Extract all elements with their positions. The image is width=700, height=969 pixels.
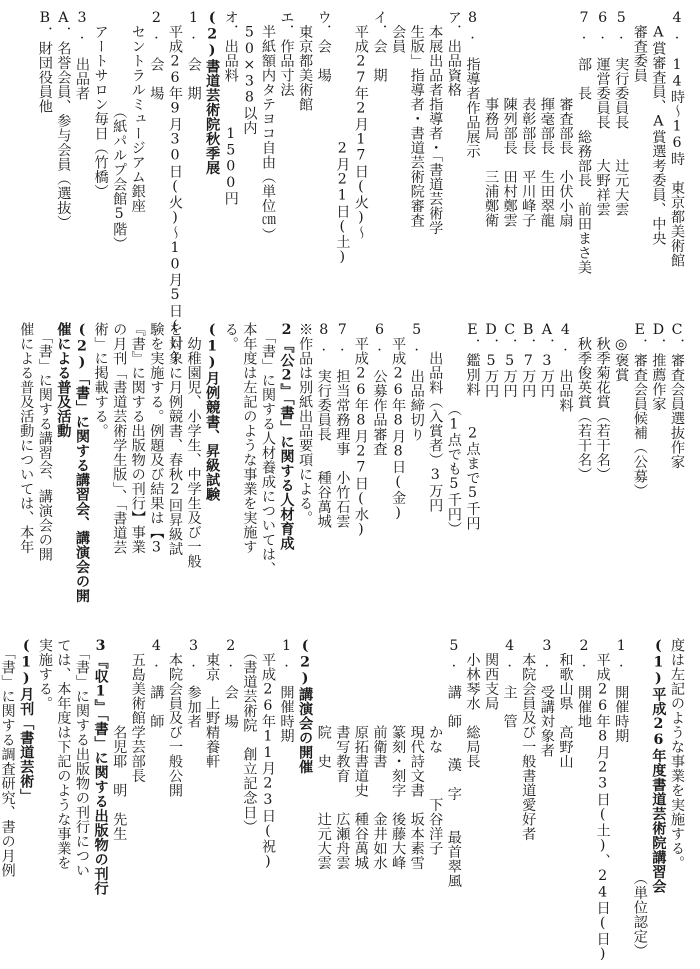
text-line: 6. 運営委員長 大野祥雲 (594, 10, 611, 217)
text-line: A．3万円 (538, 322, 555, 399)
text-line: 事務局 三浦鄭衛 (483, 10, 500, 228)
text-line: 会員 (390, 10, 407, 54)
text-line: 本年度は左記のような事業を実施す (241, 322, 258, 554)
text-line: 「書」に関する人材養成については、 (259, 322, 276, 576)
text-line: 3. 受講対象者 (538, 638, 555, 758)
text-line: A賞審査員、A賞選考委員、中央 (650, 10, 667, 246)
text-line: E．鑑別料 2点まで5千円 (464, 322, 481, 531)
text-line: 小林琴水 総局長 (464, 638, 481, 769)
text-line: 2. 会 場 (222, 638, 239, 729)
text-line: （1点でも5千円） (445, 322, 462, 536)
text-line: 審査委員 (631, 10, 648, 83)
text-line: 篆刻・刻字 後藤大峰 (390, 638, 407, 870)
text-line: 本展出品者指導者・「書道芸術学 (427, 10, 444, 235)
section-heading: (1)平成26年度書道芸術院講習会 (650, 638, 667, 894)
text-line: 2. 開催地 (576, 638, 593, 729)
text-line: 8. 指導者作品展示 (464, 10, 481, 159)
text-line: 平成26年11月23日(祝) (259, 638, 276, 870)
text-line: 験を実施する。例題及び結果は【3 (148, 322, 165, 556)
text-line: 7. 部 長 総務部長 前田まさ美 (576, 10, 593, 275)
text-line: 東京都美術館 (297, 10, 314, 112)
text-line: 幼稚園児、小学生、中学生及び一般 (185, 322, 202, 569)
text-line: 「書」に関する講習会、講演会の開 (36, 322, 53, 562)
text-line: 本院会員及び一般公開 (166, 638, 183, 798)
text-line: 「書」に関する出版物の刊行につい (74, 638, 90, 878)
text-line: 本院会員及び一般書道愛好者 (520, 638, 537, 841)
text-line: 秋季菊花賞（若干名） (594, 322, 611, 482)
text-line: 揮毫部長 生田翠龍 (538, 10, 555, 228)
text-line: 表彰部長 平川峰子 (520, 10, 537, 228)
text-line: 「書」に関する調査研究、書の月例 (0, 638, 16, 878)
text-line: 書写教育 広瀬舟雲 (334, 638, 351, 870)
text-line: を対象に月例競書、春秋2回昇級試 (166, 322, 183, 556)
text-line: E．審査会員候補（公募） (631, 322, 648, 498)
band-middle (14, 322, 686, 622)
section-heading: 2『公2』「書」に関する人材育成 (278, 322, 295, 551)
band-bottom (0, 638, 686, 963)
text-line: ウ．会 場 (315, 10, 332, 83)
text-line: 催による普及活動については、本年 (18, 322, 35, 554)
text-line: 5. 実行委員長 辻元大雲 (613, 10, 630, 217)
section-heading: (1)月刊「書道芸術」 (18, 638, 35, 803)
text-line: オ．出品料 1500円 (222, 10, 239, 206)
text-line: 2. 会 場 (148, 10, 165, 101)
text-line: 『書』に関する出版物の刊行】事業 (129, 322, 146, 554)
text-line: 関西支局 (483, 638, 500, 711)
text-line: 院 史 辻元大雲 (315, 638, 332, 870)
text-line: 6. 公募作品審査 (371, 322, 388, 457)
text-line: 50×38以内 (241, 10, 258, 135)
text-line: 度は左記のような事業を実施する。 (669, 638, 685, 870)
text-line: かな 下谷洋子 (427, 638, 444, 856)
text-line: 出品料（入賞者）3万円 (427, 322, 444, 513)
text-line: B．財団役員他 (36, 10, 53, 114)
text-line: 4. 主 管 (501, 638, 518, 729)
section-heading: (2)書道芸術院秋季展 (204, 10, 221, 175)
text-line: C．5万円 (501, 322, 518, 399)
text-line: 半紙額内タテヨコ自由（単位㎝） (259, 10, 276, 242)
text-line: 7. 担当常務理事 小竹石雲 (334, 322, 351, 529)
text-line: アートサロン毎日（竹橋） (92, 10, 109, 199)
text-line: 3. 出品者 (74, 10, 90, 101)
text-line: 名児耶 明 先生 (111, 638, 128, 841)
text-line: 5. 出品締切り (408, 322, 425, 442)
text-line: ア．出品資格 (445, 10, 462, 97)
text-line: 1. 会 期 (185, 10, 202, 101)
text-line: 平成26年8月8日(金) (390, 322, 407, 522)
section-heading: (2)「書」に関する講習会、講演会の開 (74, 322, 90, 603)
text-line: 秋季俊英賞（若干名） (576, 322, 593, 482)
text-line: 5. 講 師 漢 字 最首翠風 (445, 638, 462, 889)
text-line: C．審査会員選抜作家 (669, 322, 685, 469)
text-line: 1. 開催時期 (278, 638, 295, 744)
text-line: 現代詩文書 坂本素雪 (408, 638, 425, 870)
text-line: 生版」指導者・書道芸術院審査 (408, 10, 425, 228)
text-line: ては、本年度は下記のような事業を (55, 638, 72, 870)
text-line: 2月21日(土) (334, 10, 351, 266)
text-line: A．名誉会員、参与会員（選抜） (55, 10, 72, 230)
text-line: る。 (222, 322, 239, 351)
text-line: （紙パルプ会館5階） (111, 10, 128, 252)
section-heading: 3『収1』「書」に関する出版物の刊行 (92, 638, 109, 896)
text-line: の月刊「書道芸術学生版」、「書道芸 (111, 322, 128, 555)
text-line: 平成26年8月27日(水) (352, 322, 369, 538)
text-line: B．7万円 (520, 322, 537, 399)
text-line: 4. 14時～16時 東京都美術館 (669, 10, 685, 268)
text-line: セントラルミュージアム銀座 (129, 10, 146, 213)
text-line: D．5万円 (483, 322, 500, 399)
text-line: （書道芸術院 創立記念日） (241, 638, 258, 834)
text-line: D．推薦作家 (650, 322, 667, 411)
text-line: 五島美術館学芸部長 (129, 638, 146, 783)
text-line: イ．会 期 (371, 10, 388, 83)
text-line: 1. 開催時期 (613, 638, 630, 744)
text-line: 東京 上野精養軒 (204, 638, 221, 769)
text-line: ※作品は別紙出品要項による。 (297, 322, 314, 525)
section-heading: (1)月例競書、昇級試験 (204, 322, 221, 502)
text-line: エ．作品寸法 (278, 10, 295, 97)
text-line: 平成26年8月23日(土)、24日(日) (594, 638, 611, 963)
text-line: 陳列部長 田村鄭雲 (501, 10, 518, 228)
text-line: 実施する。 (36, 638, 53, 711)
text-line: （単位認定） (631, 762, 648, 958)
text-line: 平成27年2月17日(火)～ (352, 10, 369, 241)
text-line: 審査部長 小伏小扇 (557, 10, 574, 228)
text-line: 8. 実行委員長 種谷萬城 (315, 322, 332, 529)
text-line: 前衛書 金井如水 (371, 638, 388, 870)
text-line: ◎褒賞 (613, 322, 630, 382)
text-line: 4. 出品料 (557, 322, 574, 413)
section-heading: 催による普及活動 (55, 322, 72, 438)
text-line: 原拓書道史 種谷萬城 (352, 638, 369, 870)
text-line: 4. 講 師 (148, 638, 165, 729)
text-line: 3. 参加者 (185, 638, 202, 729)
text-line: 術」に掲載する。 (92, 322, 109, 438)
text-line: 平成26年9月30日(火)～10月5日(日) (166, 10, 183, 366)
text-line: 和歌山県 高野山 (557, 638, 574, 769)
section-heading: (2)講演会の開催 (297, 638, 314, 774)
